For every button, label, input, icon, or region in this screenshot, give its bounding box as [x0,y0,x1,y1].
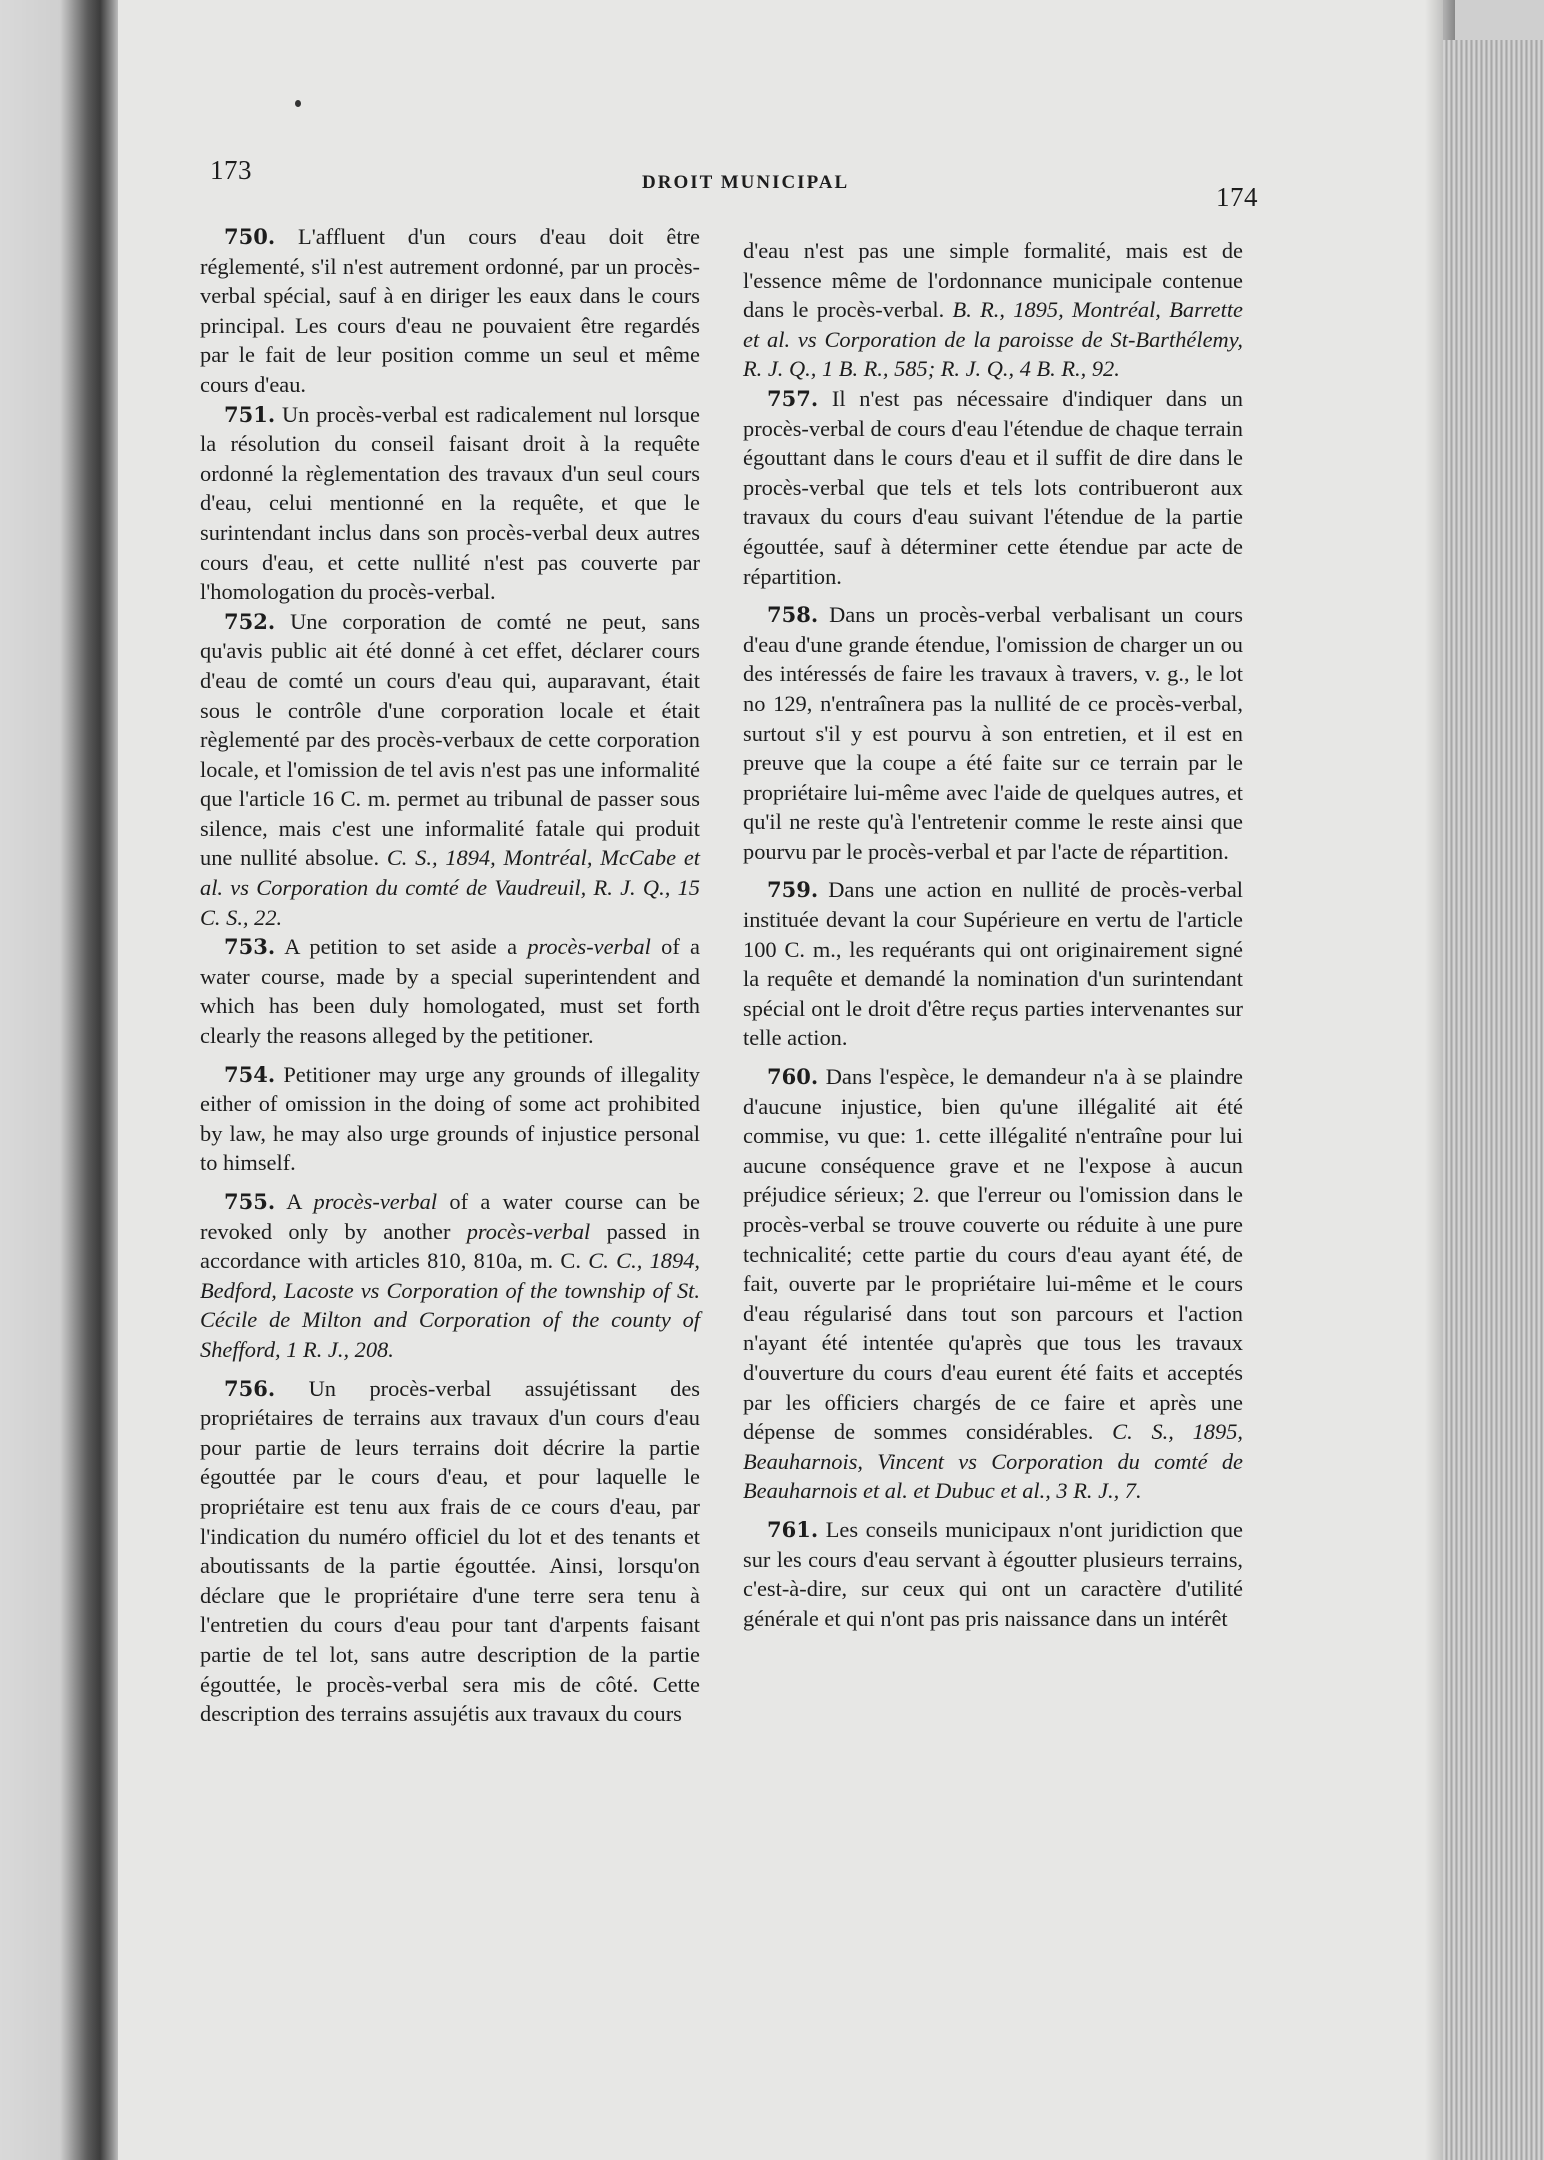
article-752 [200,607,700,933]
article-text: Un procès-verbal est radicalement nul lorsque la résolution du conseil faisant droit à la requête ordonné la règlementation des travaux d'un seul cours d'eau, celui mentionné en la requête, et que le surintendant inclus dans son procès-verbal deux autres cours d'eau, et cette nullité n'est pas couverte par l'homologation du procès-verbal. [200,401,700,605]
page-number-right: 174 [1216,182,1258,212]
article-753 [200,932,700,1050]
article-text: Les conseils municipaux n'ont juridiction que sur les cours d'eau servant à égoutter plusieurs terrains, c'est-à-dire, sur ceux qui ont un caractère d'utilité générale et qui n'ont pas pris naissance dans un intérêt [743,1516,1243,1631]
article-text: A petition to set aside a [284,934,528,960]
article-text: Il n'est pas nécessaire d'indiquer dans un procès-verbal de cours d'eau l'étendue de chaque terrain égouttant dans le cours d'eau et il suffit de dire dans le procès-verbal que tels et tels lots contribueront aux travaux du cours d'eau suivant l'étendue de la partie égouttée, sauf à déterminer cette étendue par acte de répartition. [743,385,1243,589]
article-text: Une corporation de comté ne peut, sans qu'avis public ait été donné à cet effet, déclarer cours d'eau de comté un cours d'eau qui, auparavant, était sous le contrôle d'une corporation locale et était règlementé par des procès-verbaux de cette corporation locale, et l'omission de tel avis n'est pas une informalité que l'article 16 C. m. permet au tribunal de passer sous silence, mais c'est une informalité fatale qui produit une nullité absolue. [200,608,700,871]
article-756-continued [743,236,1243,384]
case-citation: C. S., 1895, Beauharnois, Vincent vs Corporation du comté de Beauharnois et al. et Dubuc et al., 3 R. J., 7. [743,1419,1243,1504]
book-page-edges [1443,40,1544,2160]
article-text: A [286,1189,314,1214]
article-number: 750. [224,224,276,249]
article-text: d'eau n'est pas une simple formalité, mais est de l'essence même de l'ordonnance municipale contenue dans le procès-verbal. [743,238,1243,323]
article-number: 760. [767,1064,819,1090]
article-number: 755. [224,1189,276,1214]
article-text: Dans un procès-verbal verbalisant un cours d'eau d'une grande étendue, l'omission de charger un ou des intéressés de faire les travaux à travers, v. g., le lot no 129, n'entraînera pas la nullité de ce procès-verbal, surtout s'il y est pourvu à son entretien, et il est en preuve que la coupe a été faite sur ce terrain par le propriétaire lui-même avec l'aide de quelques autres, et qu'il ne reste qu'à l'entretenir comme le reste ainsi que pourvu par le procès-verbal et par l'acte de répartition. [743,602,1243,864]
article-761 [743,1515,1243,1633]
article-number: 751. [224,401,276,427]
article-text: of a water course, made by a special superintendent and which has been duly homologated, must set forth clearly the reasons alleged by the petitioner. [200,934,700,1049]
article-number: 757. [767,385,819,411]
book-gutter [0,0,118,2160]
article-number: 752. [224,608,276,634]
article-text-italic: procès-verbal [466,1218,591,1244]
article-text: passed in accordance with articles 810, 810a, m. C. [200,1218,700,1274]
article-754 [200,1060,700,1178]
article-text-italic: procès-verbal [313,1189,438,1214]
article-text: Petitioner may urge any grounds of illegality either of omission in the doing of some act prohibited by law, he may also urge grounds of injustice personal to himself. [200,1061,700,1176]
article-number: 754. [224,1061,276,1087]
article-text-italic: procès-verbal [527,934,651,960]
article-750 [200,222,700,400]
ink-speck [295,100,301,107]
article-757 [743,384,1243,591]
case-citation: C. S., 1894, Montréal, McCabe et al. vs Corporation du comté de Vaudreuil, R. J. Q., 15 C. S., 22. [200,845,700,930]
article-text: Dans l'espèce, le demandeur n'a à se plaindre d'aucune injustice, bien qu'une illégalité ait été commise, vu que: 1. cette illégalité n'entraîne pour lui aucune conséquence grave et ne l'expose à aucun préjudice sérieux; 2. que l'erreur ou l'omission dans le procès-verbal se trouve couverte ou réduite à une pure technicalité; cette partie du cours d'eau ayant été, de fait, ouverte par le propriétaire lui-même et le cours d'eau régularisé dans tout son parcours et l'action n'ayant été intentée qu'après que tous les travaux d'ouverture du cours d'eau eurent été faits et acceptés par les officiers chargés de ce faire et après une dépense de sommes considérables. [743,1064,1243,1445]
article-text: Dans une action en nullité de procès-verbal instituée devant la cour Supérieure en vertu de l'article 100 C. m., les requérants qui ont originairement signé la requête et demandé la nomination d'un surintendant spécial ont le droit d'être reçus parties intervenantes sur telle action. [743,877,1243,1051]
article-751 [200,400,700,607]
article-text: L'affluent d'un cours d'eau doit être réglementé, s'il n'est autrement ordonné, par un procès-verbal spécial, sauf à en diriger les eaux dans le cours principal. Les cours d'eau ne pouvaient être regardés par le fait de leur position comme un seul et même cours d'eau. [200,224,700,397]
article-number: 758. [767,602,819,628]
article-755 [200,1187,700,1365]
case-citation: B. R., 1895, Montréal, Barrette et al. vs Corporation de la paroisse de St-Barthélemy, R. J. Q., 1 B. R., 585; R. J. Q., 4 B. R., 92. [743,297,1243,382]
article-number: 761. [767,1516,819,1542]
case-citation: C. C., 1894, Bedford, Lacoste vs Corporation of the township of St. Cécile de Milton and Corporation of the county of Shefford, 1 R. J., 208. [200,1248,700,1362]
article-text: Un procès-verbal assujétissant des propriétaires de terrains aux travaux d'un cours d'eau pour partie de leurs terrains doit décrire la partie égouttée par le cours d'eau, et pour laquelle le propriétaire est tenu aux frais de ce cours d'eau, par l'indication du numéro officiel du lot et des tenants et aboutissants de la partie égouttée. Ainsi, lorsqu'on déclare que le propriétaire d'une terre sera tenu à l'entretien du cours d'eau pour tant d'arpents faisant partie de tel lot, sans autre description de la partie égouttée, le procès-verbal sera mis de côté. Cette description des terrains assujétis aux travaux du cours [200,1375,700,1727]
left-column [200,222,700,1729]
article-number: 753. [224,934,276,960]
article-760 [743,1062,1243,1506]
article-758 [743,600,1243,866]
article-number: 756. [224,1375,276,1401]
article-756 [200,1374,700,1729]
article-number: 759. [767,877,819,903]
article-text: of a water course can be revoked only by another [200,1189,700,1244]
right-column [743,236,1243,1633]
article-759 [743,875,1243,1053]
running-head: DROIT MUNICIPAL [642,172,850,193]
page-number-left: 173 [210,155,252,185]
